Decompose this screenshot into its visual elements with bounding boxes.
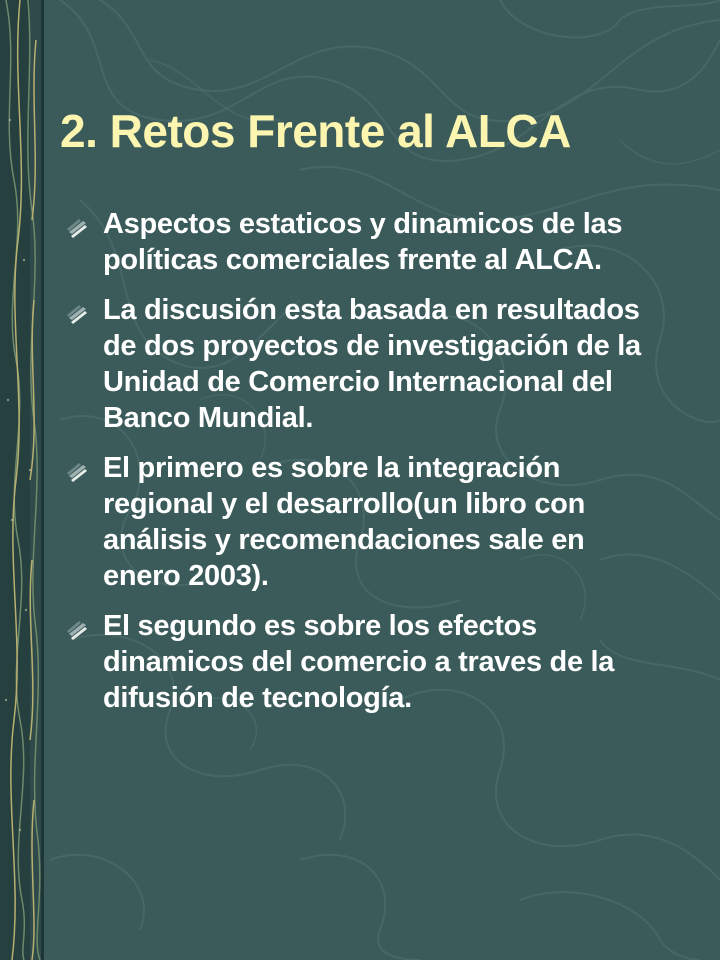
diagonal-bars-bullet-icon xyxy=(66,218,88,238)
bullet-item xyxy=(66,206,666,278)
bullet-text: El primero es sobre la integración regional y el desarrollo(un libro con análisis y recomendaciones sale en enero 2003). xyxy=(103,452,585,592)
bullet-item xyxy=(66,608,666,716)
bullet-text: Aspectos estaticos y dinamicos de las políticas comerciales frente al ALCA. xyxy=(103,208,623,276)
bullet-list xyxy=(66,206,666,730)
bullet-item xyxy=(66,292,666,436)
diagonal-bars-bullet-icon xyxy=(66,620,88,640)
bullet-item xyxy=(66,450,666,594)
map-strip-decoration xyxy=(0,0,44,960)
diagonal-bars-bullet-icon xyxy=(66,462,88,482)
bullet-text: El segundo es sobre los efectos dinamicos del comercio a traves de la difusión de tecnología. xyxy=(103,610,615,714)
diagonal-bars-bullet-icon xyxy=(66,304,88,324)
bullet-text: La discusión esta basada en resultados de dos proyectos de investigación de la Unidad de Comercio Internacional del Banco Mundial. xyxy=(103,294,641,434)
slide-title: 2. Retos Frente al ALCA xyxy=(60,105,571,157)
